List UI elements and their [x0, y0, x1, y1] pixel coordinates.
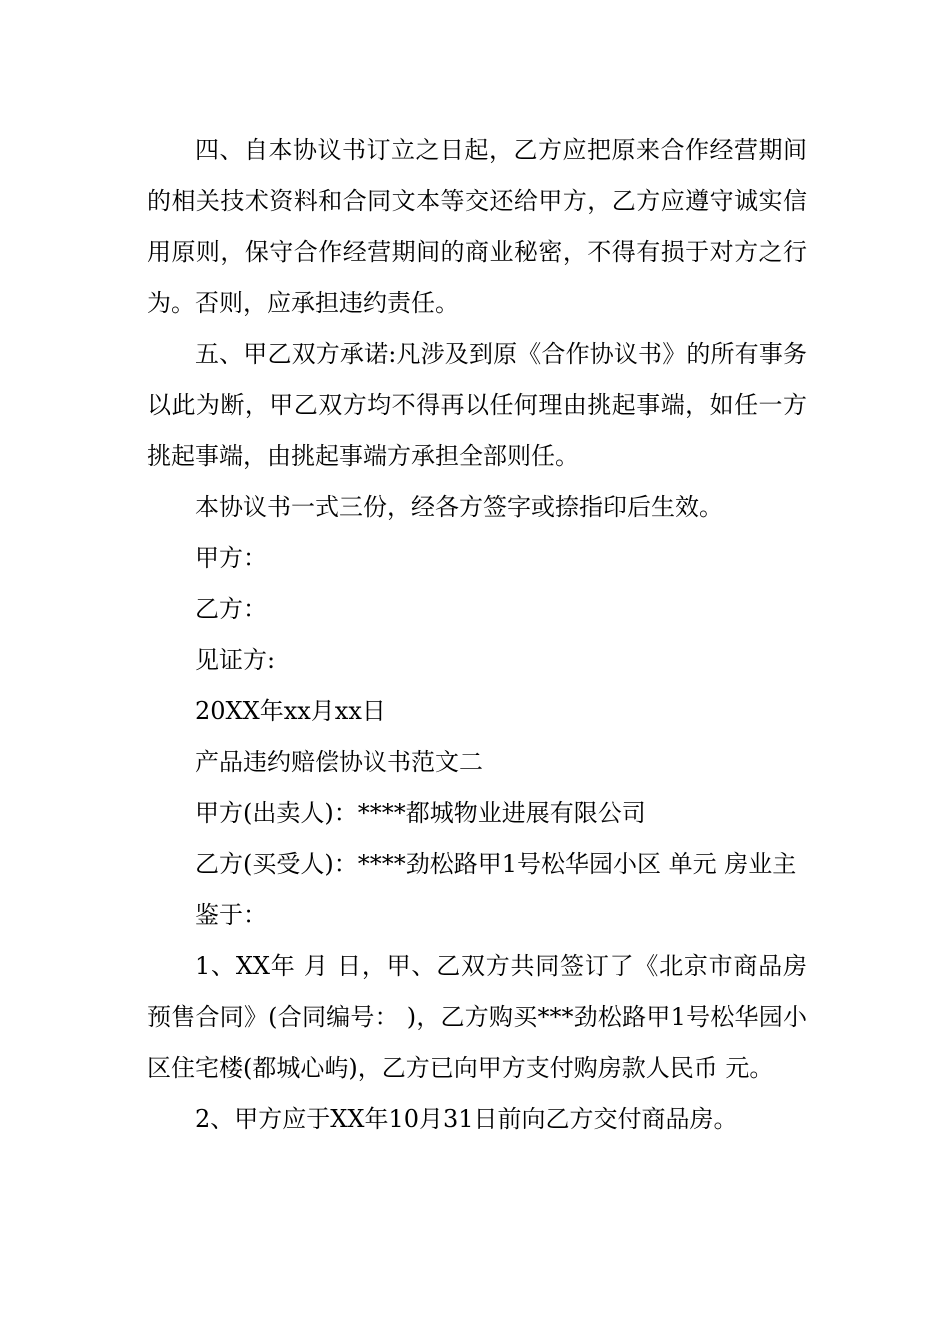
- clause-5-paragraph: 五、甲乙双方承诺:凡涉及到原《合作协议书》的所有事务以此为断，甲乙双方均不得再以任何理由挑起事端，如任一方挑起事端，由挑起事端方承担全部则任。: [147, 340, 807, 470]
- party-b-signature-line: 乙方：: [195, 595, 267, 623]
- sample-title: 产品违约赔偿协议书范文二: [195, 748, 483, 776]
- item-2-paragraph: 2、甲方应于XX年10月31日前向乙方交付商品房。: [195, 1105, 738, 1133]
- buyer-party-line: 乙方(买受人)：****劲松路甲1号松华园小区 单元 房业主: [195, 850, 797, 878]
- date-line: 20XX年xx月xx日: [195, 697, 386, 725]
- document-body: [147, 125, 807, 1145]
- clause-4-paragraph: 四、自本协议书订立之日起，乙方应把原来合作经营期间的相关技术资料和合同文本等交还给甲方，乙方应遵守诚实信用原则，保守合作经营期间的商业秘密，不得有损于对方之行为。否则，应承担违约责任。: [147, 136, 807, 317]
- witness-signature-line: 见证方:: [195, 646, 276, 674]
- seller-party-line: 甲方(出卖人)：****都城物业进展有限公司: [195, 799, 646, 827]
- item-1-paragraph: 1、XX年 月 日，甲、乙双方共同签订了《北京市商品房预售合同》(合同编号： )，乙方购买***劲松路甲1号松华园小区住宅楼(都城心屿)，乙方已向甲方支付购房款人民币 元。: [147, 952, 807, 1082]
- party-a-signature-line: 甲方：: [195, 544, 267, 572]
- copies-note-paragraph: 本协议书一式三份，经各方签字或捺指印后生效。: [195, 493, 723, 521]
- whereas-heading: 鉴于：: [195, 901, 267, 929]
